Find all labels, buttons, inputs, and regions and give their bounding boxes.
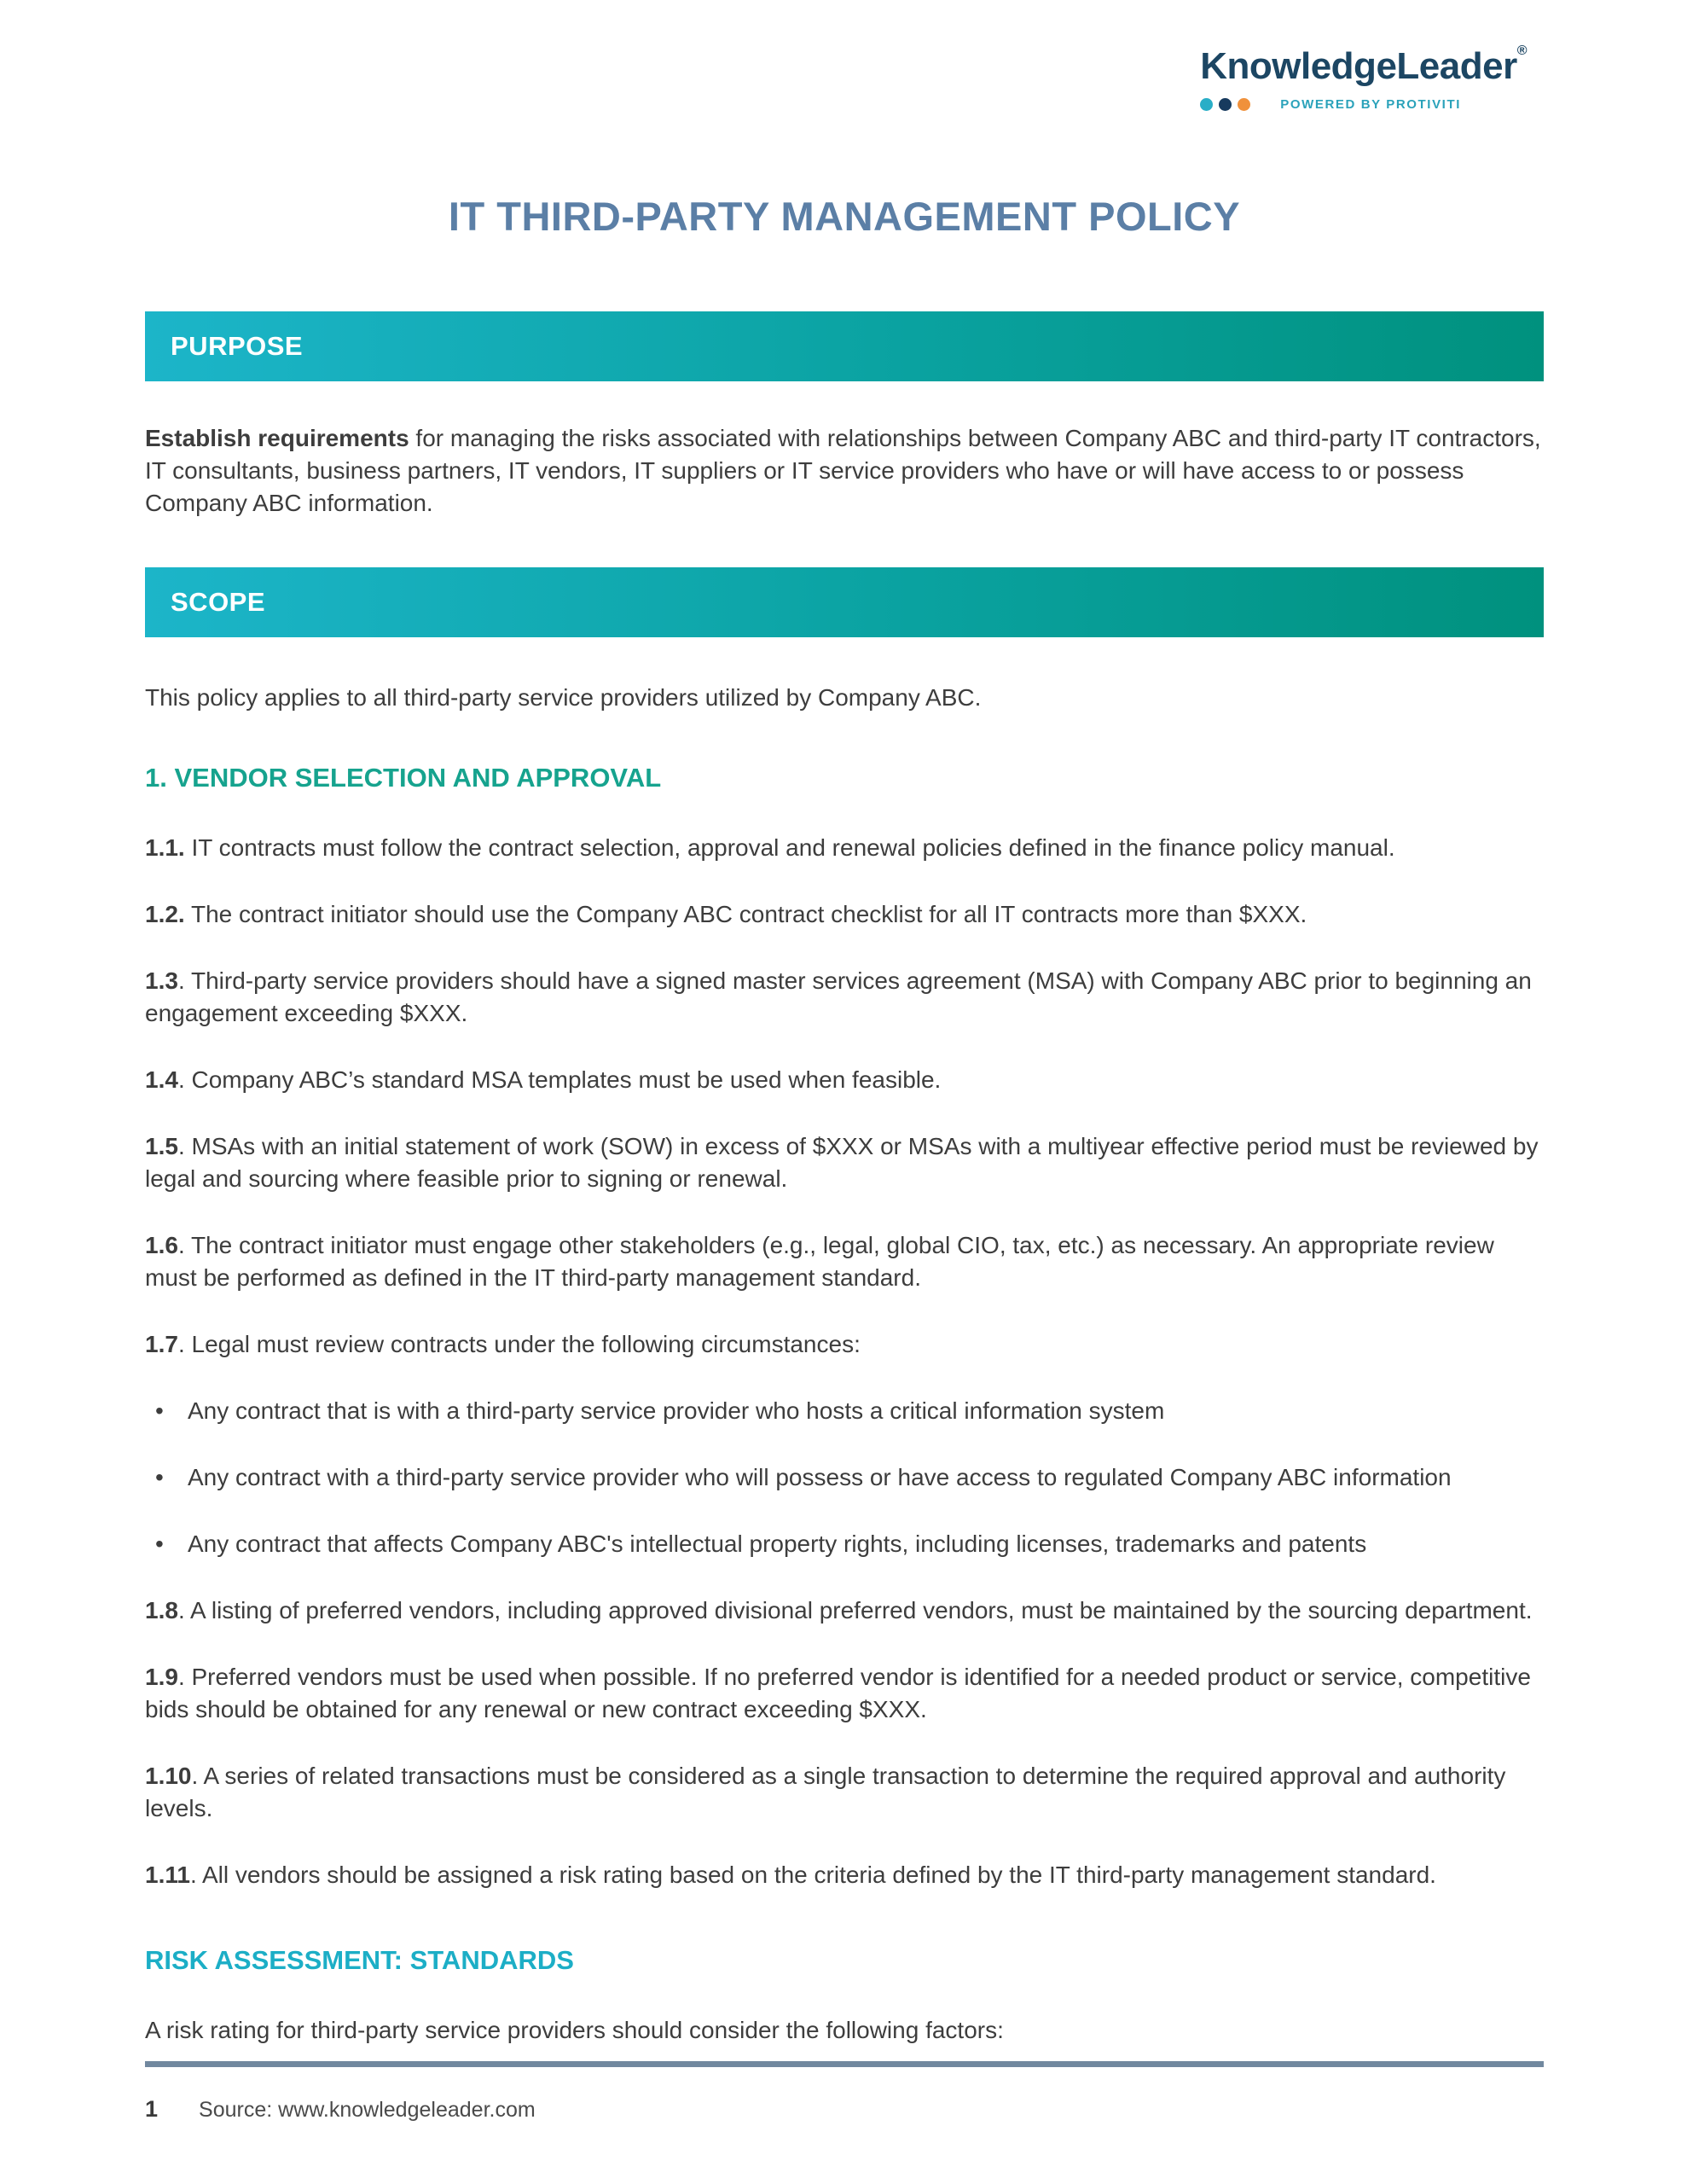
vendor-selection-heading: 1. VENDOR SELECTION AND APPROVAL bbox=[145, 763, 662, 793]
policy-item-number: 1.3 bbox=[145, 967, 178, 995]
policy-item-text: . All vendors should be assigned a risk rating based on the criteria defined by the IT third-party management standard. bbox=[189, 1862, 1436, 1889]
policy-item-number: 1.7 bbox=[145, 1331, 178, 1358]
registered-trademark-icon: ® bbox=[1516, 44, 1527, 58]
policy-item-number: 1.6 bbox=[145, 1232, 178, 1259]
purpose-banner bbox=[145, 311, 1544, 381]
policy-item-text: The contract initiator should use the Company ABC contract checklist for all IT contracts more than $XXX. bbox=[184, 901, 1307, 928]
logo-dot-navy-icon bbox=[1219, 98, 1232, 111]
bullet-text: Any contract with a third-party service provider who will possess or have access to regulated Company ABC information bbox=[188, 1464, 1452, 1491]
bullet-icon: • bbox=[155, 1397, 164, 1425]
policy-item-1.8 bbox=[145, 1594, 1544, 1627]
policy-item-text: . Preferred vendors must be used when possible. If no preferred vendor is identified for a needed product or service, competitive bids should be obtained for any renewal or new contract exceeding $XXX. bbox=[145, 1664, 1531, 1723]
bullet-icon: • bbox=[155, 1464, 164, 1491]
policy-item-1.5 bbox=[145, 1130, 1544, 1195]
policy-item-text: IT contracts must follow the contract selection, approval and renewal policies defined in the finance policy manual. bbox=[184, 834, 1395, 862]
bullet-item bbox=[145, 1395, 1544, 1427]
bullet-text: Any contract that affects Company ABC's intellectual property rights, including licenses, trademarks and patents bbox=[188, 1531, 1367, 1558]
policy-item-number: 1.4 bbox=[145, 1066, 178, 1094]
bullet-item bbox=[145, 1528, 1544, 1560]
policy-item-1.7 bbox=[145, 1328, 1544, 1361]
logo-tagline-row bbox=[1200, 97, 1461, 112]
policy-item-text: . A listing of preferred vendors, including approved divisional preferred vendors, must be maintained by the sourcing department. bbox=[177, 1597, 1533, 1624]
policy-item-1.3 bbox=[145, 965, 1544, 1030]
policy-item-number: 1.1. bbox=[145, 834, 185, 862]
policy-item-number: 1.2. bbox=[145, 901, 185, 928]
scope-paragraph: This policy applies to all third-party service providers utilized by Company ABC. bbox=[145, 684, 982, 711]
policy-item-number: 1.9 bbox=[145, 1664, 178, 1691]
policy-item-1.1 bbox=[145, 832, 1544, 864]
policy-item-number: 1.8 bbox=[145, 1597, 178, 1624]
logo-tagline: POWERED BY PROTIVITI bbox=[1280, 97, 1461, 112]
policy-item-text: . Company ABC’s standard MSA templates must be used when feasible. bbox=[177, 1066, 942, 1094]
legal-review-bullet-list bbox=[145, 1395, 1544, 1560]
bullet-text: Any contract that is with a third-party service provider who hosts a critical information system bbox=[188, 1397, 1165, 1425]
policy-item-1.11 bbox=[145, 1859, 1544, 1891]
policy-item-text: . The contract initiator must engage other stakeholders (e.g., legal, global CIO, tax, etc.) as necessary. An appropriate review must be performed as defined in the IT third-party management standard. bbox=[145, 1232, 1494, 1292]
policy-item-1.10 bbox=[145, 1760, 1544, 1825]
logo-dot-teal-icon bbox=[1200, 98, 1213, 111]
footer-row bbox=[145, 2096, 1544, 2123]
policy-item-text: . MSAs with an initial statement of work (SOW) in excess of $XXX or MSAs with a multiyear effective period must be reviewed by legal and sourcing where feasible prior to signing or renewal. bbox=[145, 1133, 1539, 1193]
logo-dot-orange-icon bbox=[1238, 98, 1250, 111]
bullet-item bbox=[145, 1461, 1544, 1494]
knowledgeleader-logo bbox=[1200, 44, 1527, 112]
page-number: 1 bbox=[145, 2096, 159, 2122]
bullet-icon: • bbox=[155, 1531, 164, 1558]
page-footer bbox=[145, 2061, 1544, 2123]
scope-banner bbox=[145, 567, 1544, 637]
policy-item-number: 1.10 bbox=[145, 1763, 192, 1790]
policy-item-number: 1.5 bbox=[145, 1133, 178, 1160]
logo-brand-label: KnowledgeLeader bbox=[1200, 45, 1517, 87]
policy-item-text: . A series of related transactions must be considered as a single transaction to determine the required approval and authority levels. bbox=[145, 1763, 1506, 1822]
purpose-paragraph bbox=[145, 422, 1544, 520]
scope-banner-label: SCOPE bbox=[171, 587, 266, 617]
purpose-lead-bold: Establish requirements bbox=[145, 425, 409, 451]
page-title: IT THIRD-PARTY MANAGEMENT POLICY bbox=[448, 194, 1241, 239]
policy-item-1.4 bbox=[145, 1064, 1544, 1096]
risk-assessment-heading: RISK ASSESSMENT: STANDARDS bbox=[145, 1945, 574, 1976]
policy-item-text: . Third-party service providers should have a signed master services agreement (MSA) with Company ABC prior to beginning an engagement exceeding $XXX. bbox=[145, 967, 1532, 1027]
risk-intro-paragraph: A risk rating for third-party service providers should consider the following factors: bbox=[145, 2017, 1004, 2044]
source-link-text[interactable]: Source: www.knowledgeleader.com bbox=[199, 2098, 536, 2122]
policy-item-number: 1.11 bbox=[145, 1862, 190, 1889]
policy-item-1.9 bbox=[145, 1661, 1544, 1726]
purpose-body: for managing the risks associated with relationships between Company ABC and third-party IT contractors, IT consultants, business partners, IT vendors, IT suppliers or IT service providers who have or will have access to or possess Company ABC information. bbox=[145, 425, 1541, 516]
purpose-banner-label: PURPOSE bbox=[171, 331, 304, 361]
policy-items-list bbox=[145, 832, 1544, 1891]
logo-brand-text bbox=[1200, 44, 1527, 85]
footer-divider bbox=[145, 2061, 1544, 2067]
policy-item-1.2 bbox=[145, 898, 1544, 931]
policy-item-text: . Legal must review contracts under the following circumstances: bbox=[177, 1331, 861, 1358]
policy-item-1.6 bbox=[145, 1229, 1544, 1294]
